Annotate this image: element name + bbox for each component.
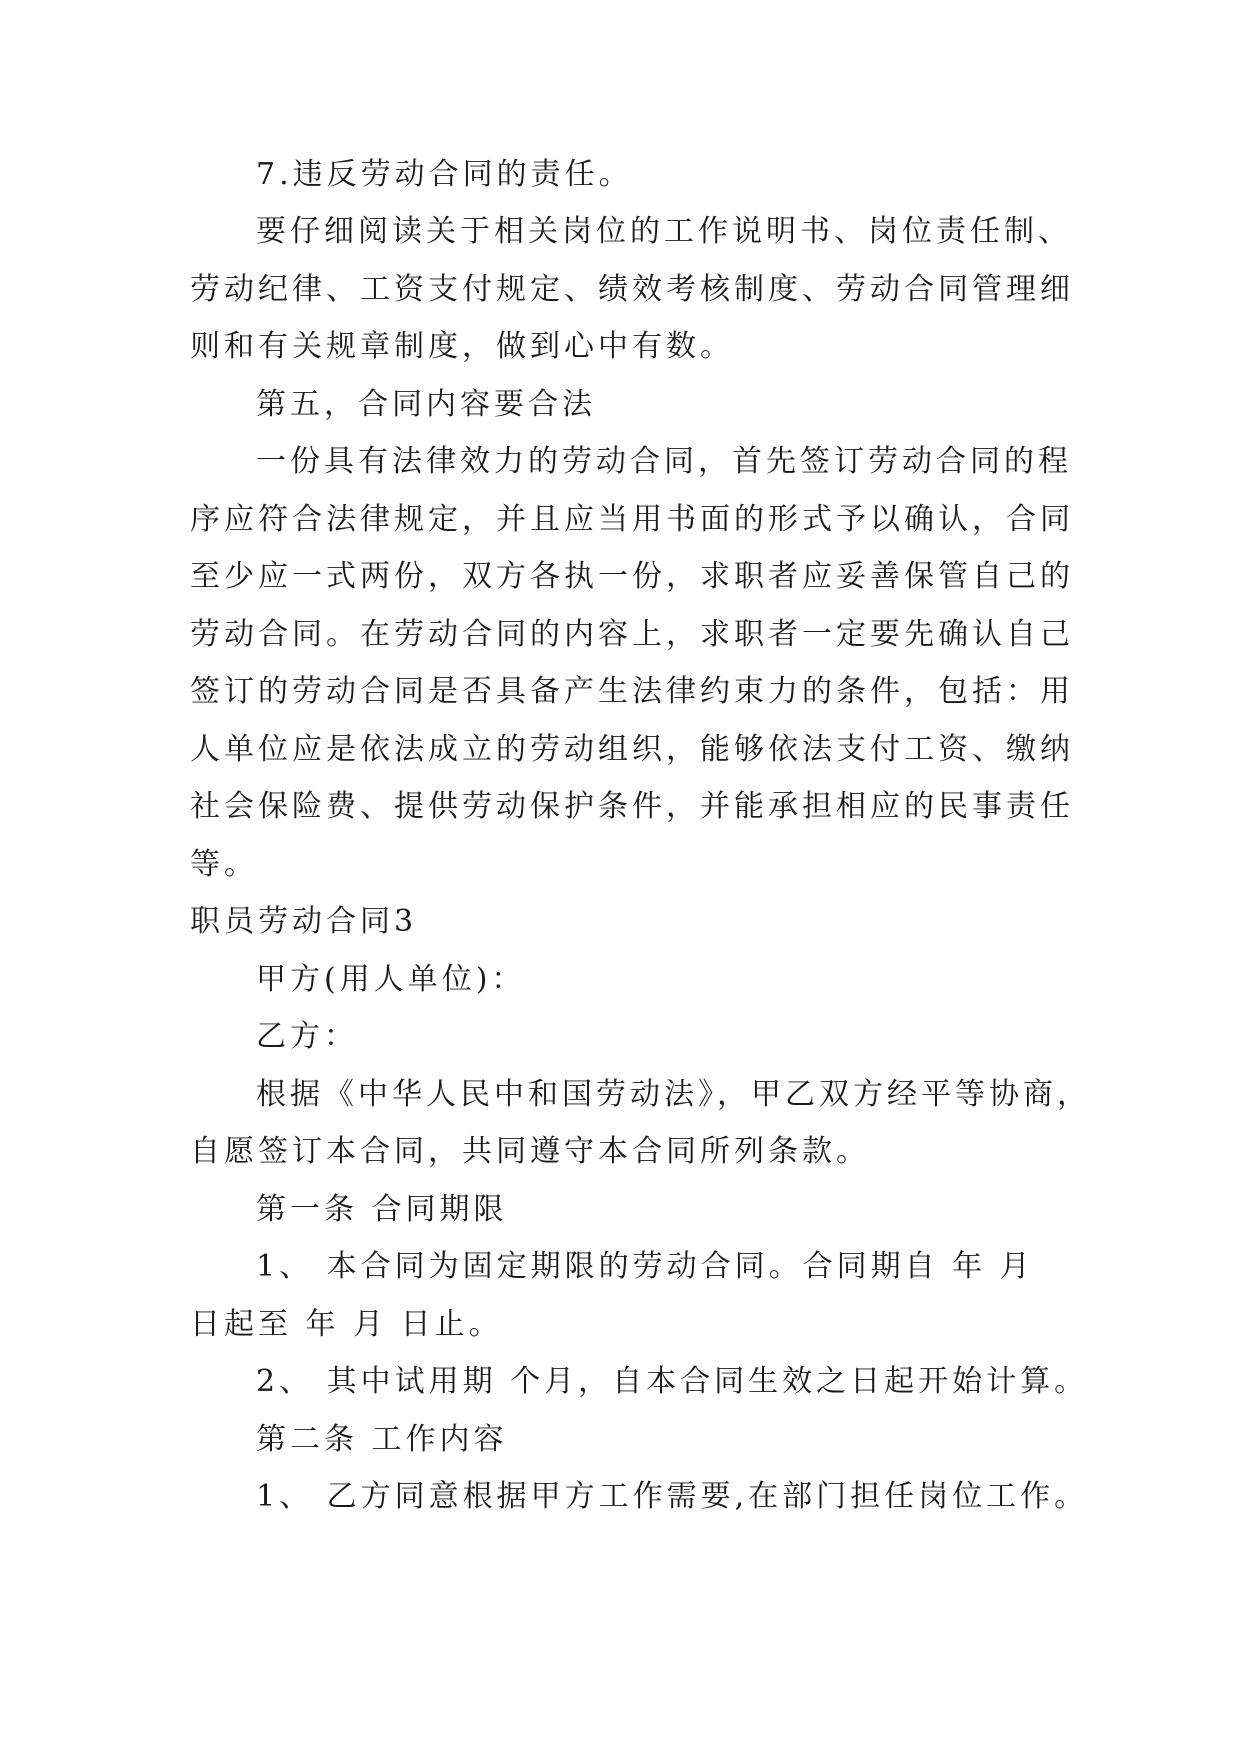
section-heading: 第五，合同内容要合法 (256, 387, 596, 422)
text-line: 则和有关规章制度，做到心中有数。 (190, 329, 734, 364)
article-heading: 第二条 工作内容 (256, 1422, 508, 1457)
text-line: 劳动纪律、工资支付规定、绩效考核制度、劳动合同管理细 (190, 272, 1074, 307)
text-line: 日起至 年 月 日止。 (190, 1307, 503, 1342)
text-line: 劳动合同。在劳动合同的内容上，求职者一定要先确认自己 (190, 617, 1074, 652)
text-line: 社会保险费、提供劳动保护条件，并能承担相应的民事责任 (190, 789, 1074, 824)
text-line: 根据《中华人民中和国劳动法》，甲乙双方经平等协商， (256, 1077, 1091, 1112)
text-line: 签订的劳动合同是否具备产生法律约束力的条件，包括：用 (190, 674, 1074, 709)
party-b-line: 乙方： (256, 1019, 358, 1054)
text-line: 2、 其中试用期 个月，自本合同生效之日起开始计算。 (256, 1364, 1089, 1399)
text-line: 1、 本合同为固定期限的劳动合同。合同期自 年 月 (256, 1249, 1034, 1284)
article-heading: 第一条 合同期限 (256, 1192, 508, 1227)
text-line: 7.违反劳动合同的责任。 (256, 157, 633, 192)
document-title: 职员劳动合同3 (190, 904, 418, 939)
text-line: 一份具有法律效力的劳动合同，首先签订劳动合同的程 (256, 444, 1072, 479)
text-line: 人单位应是依法成立的劳动组织，能够依法支付工资、缴纳 (190, 732, 1074, 767)
text-line: 至少应一式两份，双方各执一份，求职者应妥善保管自己的 (190, 559, 1074, 594)
text-line: 自愿签订本合同，共同遵守本合同所列条款。 (190, 1134, 870, 1169)
party-a-line: 甲方(用人单位)： (256, 962, 526, 997)
text-line: 等。 (190, 847, 258, 882)
text-line: 序应符合法律规定，并且应当用书面的形式予以确认，合同 (190, 502, 1074, 537)
text-line: 1、 乙方同意根据甲方工作需要,在部门担任岗位工作。 (256, 1479, 1089, 1514)
text-line: 要仔细阅读关于相关岗位的工作说明书、岗位责任制、 (256, 214, 1072, 249)
